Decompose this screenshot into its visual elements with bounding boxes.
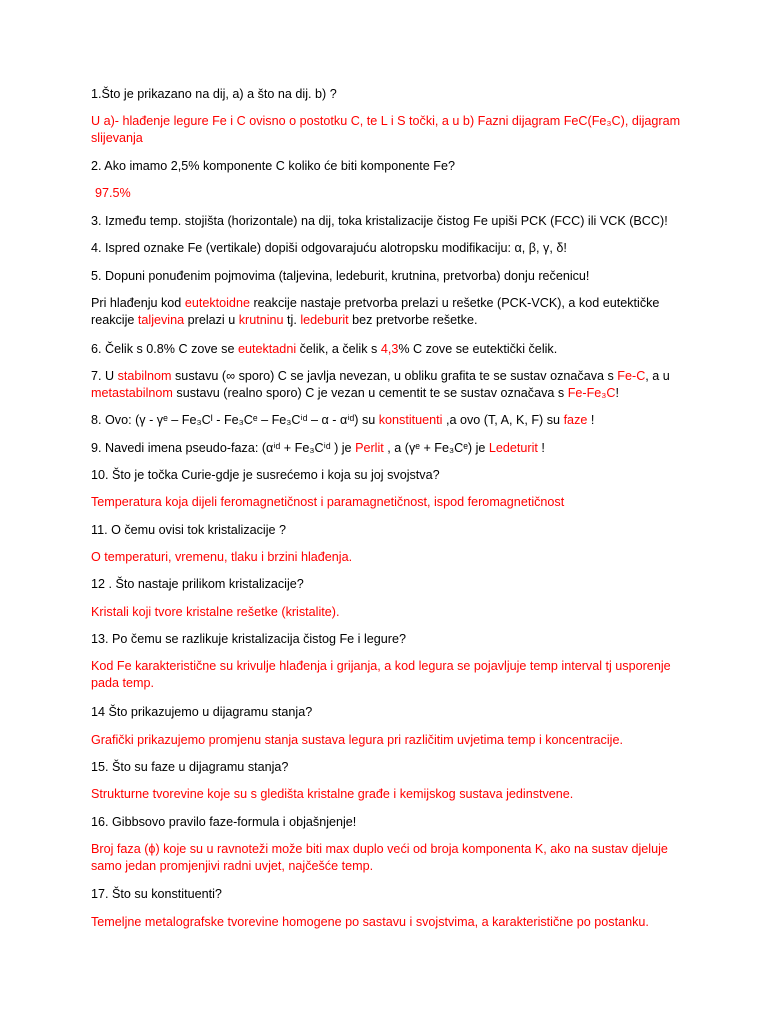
answer-11: O temperaturi, vremenu, tlaku i brzini hlađenja. (91, 550, 353, 564)
question-7 (91, 368, 691, 402)
question-9 (91, 440, 691, 457)
question-6-text: čelik, a čelik s (296, 342, 381, 356)
question-12: 12 . Što nastaje prilikom kristalizacije? (91, 577, 304, 591)
answer-taljevina: taljevina (137, 313, 185, 327)
question-8-text: ! (587, 413, 595, 427)
sentence-5-text: reakcije nastaje pretvorba prelazi u rešetke (PCK-VCK), a kod eutektičke reakcije (91, 296, 660, 327)
answer-stabilnom: stabilnom (117, 369, 172, 383)
answer-10: Temperatura koja dijeli feromagnetičnost i paramagnetičnost, ispod feromagnetičnost (91, 495, 565, 509)
question-13: 13. Po čemu se razlikuje kristalizacija čistog Fe i legure? (91, 632, 406, 646)
question-9-text: , a (γᵉ + Fe₃Cᵉ) je (383, 441, 489, 455)
question-3: 3. Između temp. stojišta (horizontale) na dij, toka kristalizacije čistog Fe upiši PCK (FCC) ili VCK (BCC)! (91, 214, 668, 228)
sentence-5-text: tj. (283, 313, 301, 327)
question-16: 16. Gibbsovo pravilo faze-formula i objašnjenje! (91, 815, 357, 829)
question-17: 17. Što su konstituenti? (91, 887, 222, 901)
question-15: 15. Što su faze u dijagramu stanja? (91, 760, 289, 774)
answer-ledeturit: Ledeturit (488, 441, 538, 455)
answer-16: Broj faza (ϕ) koje su u ravnoteži može biti max duplo veći od broja komponenta K, ako na sustav djeluje samo jedan promjenjivi radni uvjet, najčešće temp. (91, 842, 668, 873)
question-6-text: 6. Čelik s 0.8% C zove se (91, 342, 238, 356)
answer-ledeburit: ledeburit (300, 313, 349, 327)
answer-15: Strukturne tvorevine koje su s gledišta kristalne građe i kemijskog sustava jedinstvene. (91, 787, 574, 801)
sentence-5 (91, 295, 691, 329)
question-9-text: 9. Navedi imena pseudo-faza: (αⁱᵈ + Fe₃Cⁱᵈ ) je (91, 441, 356, 455)
answer-perlit: Perlit (355, 441, 384, 455)
question-6-text: % C zove se eutektički čelik. (398, 342, 558, 356)
answer-1: U a)- hlađenje legure Fe i C ovisno o postotku C, te L i S točki, a u b) Fazni dijagram FeC(Fe₃C), dijagram slijevanja (91, 114, 681, 145)
question-11: 11. O čemu ovisi tok kristalizacije ? (91, 523, 287, 537)
answer-metastabilnom: metastabilnom (91, 386, 173, 400)
answer-faze: faze (563, 413, 588, 427)
question-4: 4. Ispred oznake Fe (vertikale) dopiši odgovarajuću alotropsku modifikaciju: α, β, γ, δ! (91, 241, 567, 255)
question-2: 2. Ako imamo 2,5% komponente C koliko će biti komponente Fe? (91, 159, 456, 173)
sentence-5-text: bez pretvorbe rešetke. (348, 313, 478, 327)
answer-krutninu: krutninu (238, 313, 284, 327)
question-8-text: 8. Ovo: (γ - γᵉ – Fe₃Cᴵ - Fe₃Cᵉ – Fe₃Cⁱᵈ – α - αⁱᵈ) su (91, 413, 379, 427)
question-7-text: sustavu (∞ sporo) C se javlja nevezan, u obliku grafita te se sustav označava s (171, 369, 618, 383)
answer-fe-c: Fe-C (617, 369, 646, 383)
answer-14: Grafički prikazujemo promjenu stanja sustava legura pri različitim uvjetima temp i koncentracije. (91, 733, 623, 747)
answer-konstituenti: konstituenti (378, 413, 443, 427)
question-10: 10. Što je točka Curie-gdje je susrećemo i koja su joj svojstva? (91, 468, 440, 482)
question-8 (91, 412, 691, 429)
answer-2: 97.5% (95, 186, 131, 200)
sentence-5-text: prelazi u (184, 313, 239, 327)
question-7-text: sustavu (realno sporo) C je vezan u cementit te se sustav označava s (172, 386, 568, 400)
question-7-text: , a u (645, 369, 670, 383)
question-5: 5. Dopuni ponuđenim pojmovima (taljevina, ledeburit, krutnina, pretvorba) donju rečenicu! (91, 269, 590, 283)
answer-fe-fe3c: Fe-Fe₃C (567, 386, 616, 400)
answer-eutektoidne: eutektoidne (184, 296, 250, 310)
question-1: 1.Što je prikazano na dij, a) a što na dij. b) ? (91, 87, 337, 101)
answer-17: Temeljne metalografske tvorevine homogene po sastavu i svojstvima, a karakteristične po postanku. (91, 915, 649, 929)
answer-eutektadni: eutektadni (238, 342, 297, 356)
answer-12: Kristali koji tvore kristalne rešetke (kristalite). (91, 605, 340, 619)
question-9-text: ! (537, 441, 545, 455)
question-8-text: ,a ovo (T, A, K, F) su (442, 413, 564, 427)
answer-4-3: 4,3 (380, 342, 399, 356)
sentence-5-text: Pri hlađenju kod (91, 296, 185, 310)
question-14: 14 Što prikazujemo u dijagramu stanja? (91, 705, 313, 719)
answer-13: Kod Fe karakteristične su krivulje hlađenja i grijanja, a kod legura se pojavljuje temp interval tj usporenje pada temp. (91, 659, 671, 690)
question-7-text: 7. U (91, 369, 118, 383)
question-7-text: ! (615, 386, 620, 400)
question-6 (91, 341, 691, 358)
